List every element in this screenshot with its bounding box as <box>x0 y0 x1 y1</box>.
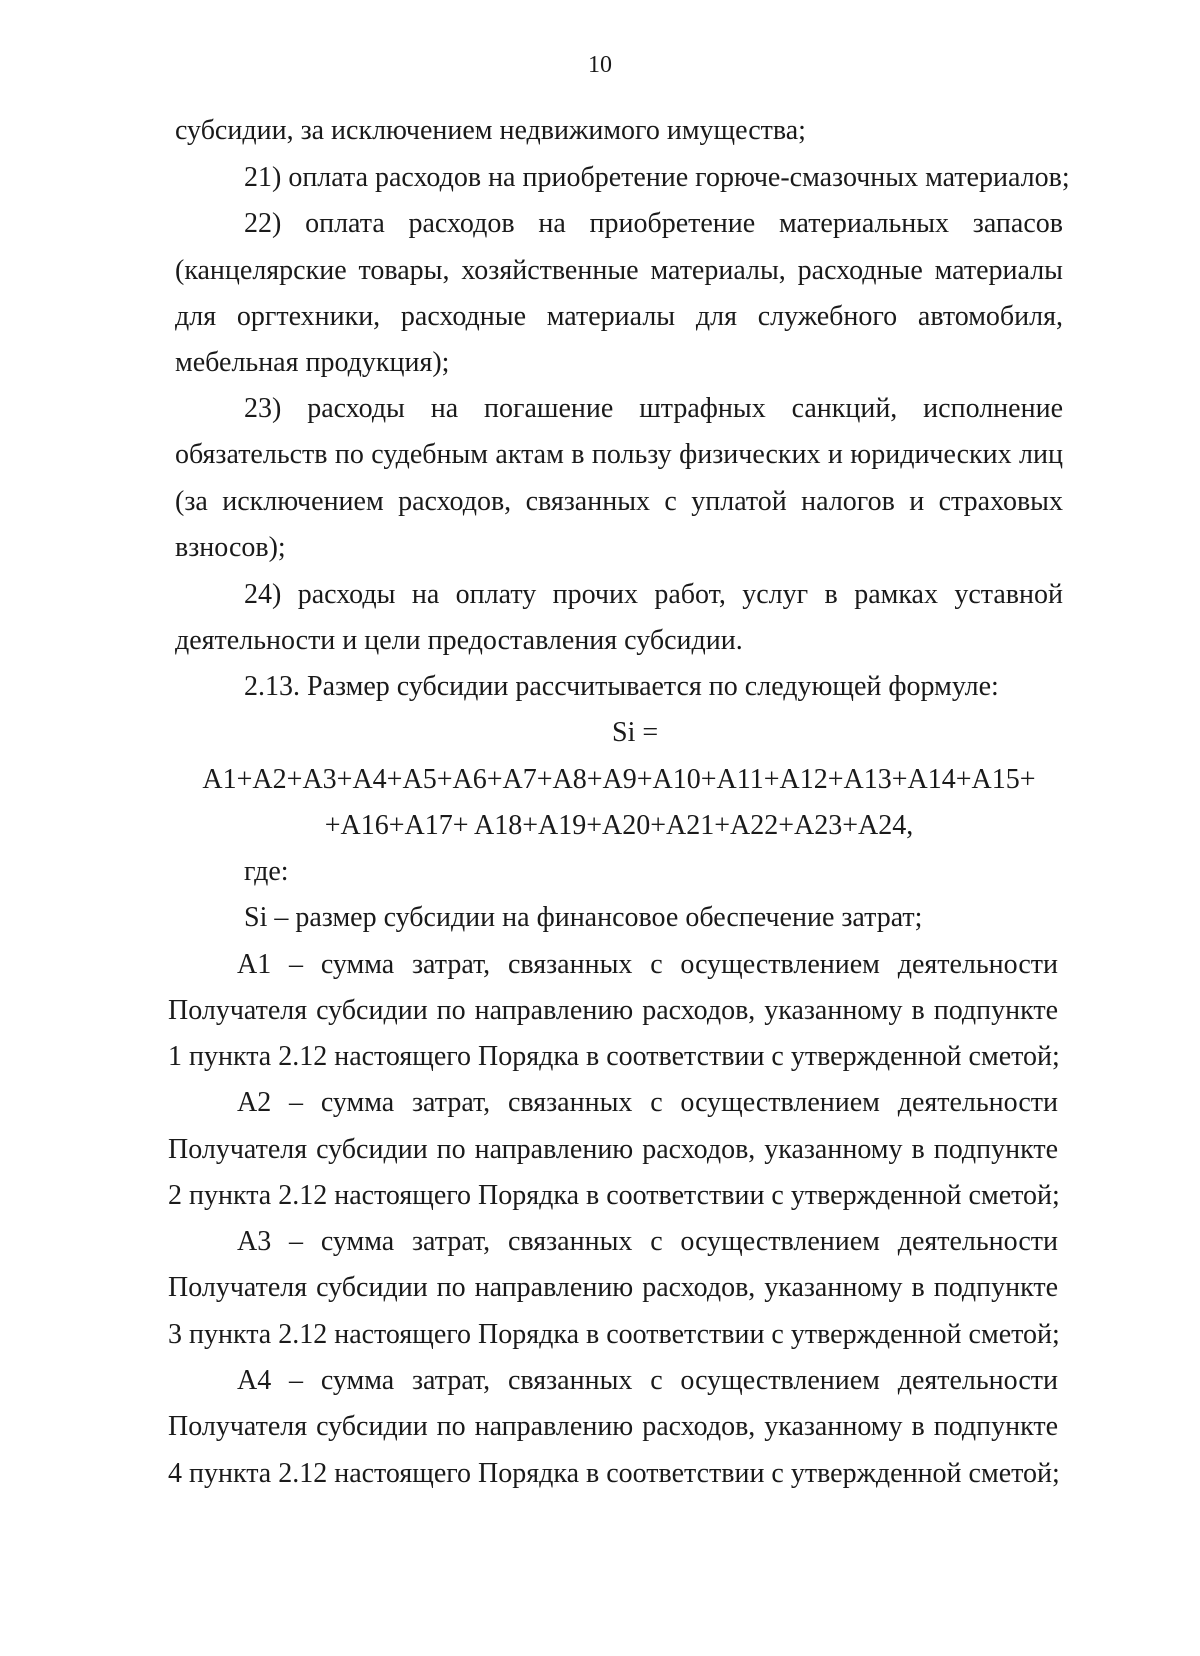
text-line: Получателя субсидии по направлению расходов, указанному в подпункте <box>168 1134 1058 1165</box>
text-line: Si – размер субсидии на финансовое обеспечение затрат; <box>244 902 923 933</box>
text-line: 3 пункта 2.12 настоящего Порядка в соответствии с утвержденной сметой; <box>168 1319 1060 1350</box>
formula-line: A1+A2+A3+A4+A5+A6+A7+A8+A9+A10+A11+A12+A13+A14+A15+ <box>202 764 1036 795</box>
formula-line: Si = <box>612 717 659 748</box>
text-line: 2 пункта 2.12 настоящего Порядка в соответствии с утвержденной сметой; <box>168 1180 1060 1211</box>
text-line: A2 – сумма затрат, связанных с осуществлением деятельности <box>237 1087 1058 1118</box>
text-line: 4 пункта 2.12 настоящего Порядка в соответствии с утвержденной сметой; <box>168 1458 1060 1489</box>
text-line: мебельная продукция); <box>175 347 450 378</box>
text-line: субсидии, за исключением недвижимого имущества; <box>175 115 806 146</box>
text-line: деятельности и цели предоставления субсидии. <box>175 625 743 656</box>
text-line: Получателя субсидии по направлению расходов, указанному в подпункте <box>168 1272 1058 1303</box>
page-number: 10 <box>588 52 612 78</box>
text-line: A3 – сумма затрат, связанных с осуществлением деятельности <box>237 1226 1058 1257</box>
text-line: (канцелярские товары, хозяйственные материалы, расходные материалы <box>175 255 1063 286</box>
text-line: 24) расходы на оплату прочих работ, услуг в рамках уставной <box>244 579 1063 610</box>
text-line: 21) оплата расходов на приобретение горюче-смазочных материалов; <box>244 162 1070 193</box>
text-line: A4 – сумма затрат, связанных с осуществлением деятельности <box>237 1365 1058 1396</box>
text-line: взносов); <box>175 532 286 563</box>
text-line: A1 – сумма затрат, связанных с осуществлением деятельности <box>237 949 1058 980</box>
text-line: 22) оплата расходов на приобретение материальных запасов <box>244 208 1063 239</box>
text-line: 1 пункта 2.12 настоящего Порядка в соответствии с утвержденной сметой; <box>168 1041 1060 1072</box>
text-line: Получателя субсидии по направлению расходов, указанному в подпункте <box>168 995 1058 1026</box>
text-line: 2.13. Размер субсидии рассчитывается по следующей формуле: <box>244 671 999 702</box>
text-line: обязательств по судебным актам в пользу физических и юридических лиц <box>175 439 1063 470</box>
text-line: где: <box>244 856 289 887</box>
text-line: 23) расходы на погашение штрафных санкций, исполнение <box>244 393 1063 424</box>
text-line: для оргтехники, расходные материалы для служебного автомобиля, <box>175 301 1063 332</box>
text-line: (за исключением расходов, связанных с уплатой налогов и страховых <box>175 486 1063 517</box>
text-line: Получателя субсидии по направлению расходов, указанному в подпункте <box>168 1411 1058 1442</box>
formula-line: +A16+A17+ A18+A19+A20+A21+A22+A23+A24, <box>324 810 914 841</box>
